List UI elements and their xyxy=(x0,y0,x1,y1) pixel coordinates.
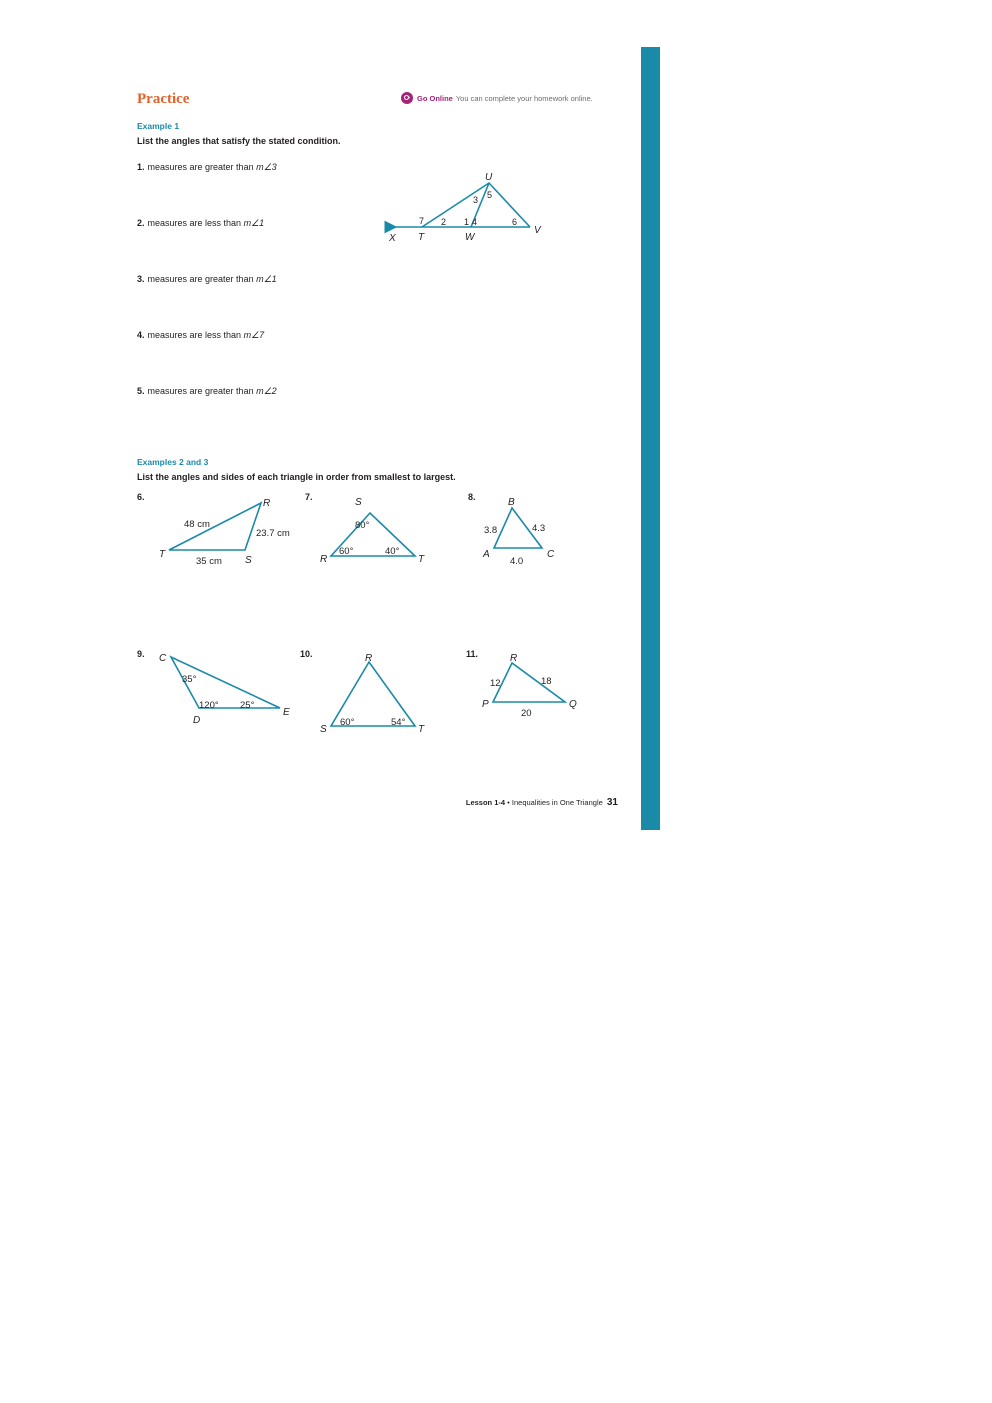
problem-9-number: 9. xyxy=(137,649,145,659)
vertex-label: D xyxy=(193,715,201,726)
angle-label: 120° xyxy=(199,700,219,711)
side-label: 20 xyxy=(521,708,532,719)
angle-number: 4 xyxy=(472,217,478,227)
vertex-label: V xyxy=(534,225,541,236)
angle-label: 40° xyxy=(385,546,400,557)
vertex-label: T xyxy=(159,549,166,560)
problem-text: measures are less than xyxy=(147,330,244,340)
figure-1-triangle xyxy=(388,172,542,244)
footer-lesson: Lesson 1-4 xyxy=(465,798,506,807)
problem-number: 1. xyxy=(137,162,145,172)
vertex-label: R xyxy=(320,554,328,565)
triangle-9 xyxy=(159,653,290,726)
vertex-label: W xyxy=(465,232,475,243)
angle-label: 35° xyxy=(182,674,197,685)
examples-2-3-label: Examples 2 and 3 xyxy=(137,457,209,467)
go-online-label[interactable]: Go Online xyxy=(417,93,453,103)
side-label: 18 xyxy=(541,676,552,687)
angle-number: 1 xyxy=(464,217,470,227)
problem-10-number: 10. xyxy=(300,649,313,659)
problem-number: 4. xyxy=(137,330,145,340)
angle-number: 3 xyxy=(473,195,479,205)
vertex-label: B xyxy=(508,497,515,508)
problem-11-number: 11. xyxy=(466,649,479,659)
triangle-10 xyxy=(320,653,425,735)
angle-number: 5 xyxy=(487,190,493,200)
angle-label: 60° xyxy=(340,717,355,728)
problem-angle: m∠1 xyxy=(243,218,265,228)
vertex-label: T xyxy=(418,554,425,565)
problem-angle: m∠2 xyxy=(256,386,277,396)
vertex-label: P xyxy=(482,699,489,710)
problem-angle: m∠1 xyxy=(256,274,277,284)
vertex-label: C xyxy=(159,653,167,664)
side-label: 4.3 xyxy=(532,523,546,534)
triangle-shape xyxy=(493,663,565,702)
triangle-8 xyxy=(482,497,555,567)
problem-text: measures are greater than xyxy=(147,386,257,396)
vertex-label: R xyxy=(365,653,373,664)
problem-number: 2. xyxy=(137,218,145,228)
example-1-label: Example 1 xyxy=(137,121,180,131)
side-label: 3.8 xyxy=(484,525,498,536)
vertex-label: S xyxy=(245,555,252,566)
problem-text: measures are greater than xyxy=(147,162,257,172)
side-label: 12 xyxy=(490,678,501,689)
angle-label: 25° xyxy=(240,700,255,711)
vertex-label: U xyxy=(485,172,493,183)
problem-number: 3. xyxy=(137,274,145,284)
section2-instruction: List the angles and sides of each triangle in order from smallest to largest. xyxy=(137,472,456,482)
angle-label: 54° xyxy=(391,717,406,728)
vertex-label: S xyxy=(355,497,362,508)
triangle-11 xyxy=(482,653,577,719)
problem-number: 5. xyxy=(137,386,145,396)
triangle-shape xyxy=(169,503,261,550)
vertex-label: Q xyxy=(569,699,577,710)
page-footer xyxy=(466,797,618,808)
vertex-label: A xyxy=(483,549,490,560)
footer-separator: • xyxy=(507,798,510,807)
vertex-label: C xyxy=(547,549,555,560)
angle-label: 80° xyxy=(355,520,370,531)
side-label: 48 cm xyxy=(184,519,210,530)
vertex-label: R xyxy=(510,653,518,664)
vertex-label: X xyxy=(389,233,396,244)
vertex-label: S xyxy=(320,724,327,735)
page-number: 31 xyxy=(606,797,618,808)
footer-topic: Inequalities in One Triangle xyxy=(511,798,603,807)
vertex-label: T xyxy=(418,232,425,243)
problem-text: measures are greater than xyxy=(147,274,257,284)
vertex-label: R xyxy=(263,498,271,509)
triangle-6 xyxy=(159,498,290,567)
triangle-7 xyxy=(320,497,425,565)
angle-number: 6 xyxy=(512,217,518,227)
go-online-text: You can complete your homework online. xyxy=(455,93,593,103)
angle-number: 7 xyxy=(419,216,425,226)
page-title: Practice xyxy=(137,91,190,107)
vertex-label: T xyxy=(418,724,425,735)
side-label: 23.7 cm xyxy=(256,528,290,539)
problem-angle: m∠3 xyxy=(256,162,277,172)
problem-angle: m∠7 xyxy=(243,330,265,340)
angle-label: 60° xyxy=(339,546,354,557)
side-label: 4.0 xyxy=(510,556,524,567)
angle-number: 2 xyxy=(441,217,447,227)
problem-6-number: 6. xyxy=(137,492,145,502)
problem-text: measures are less than xyxy=(147,218,244,228)
vertex-label: E xyxy=(283,707,290,718)
problem-7-number: 7. xyxy=(305,492,313,502)
problem-8-number: 8. xyxy=(468,492,476,502)
side-label: 35 cm xyxy=(196,556,222,567)
section1-instruction: List the angles that satisfy the stated condition. xyxy=(137,136,341,146)
